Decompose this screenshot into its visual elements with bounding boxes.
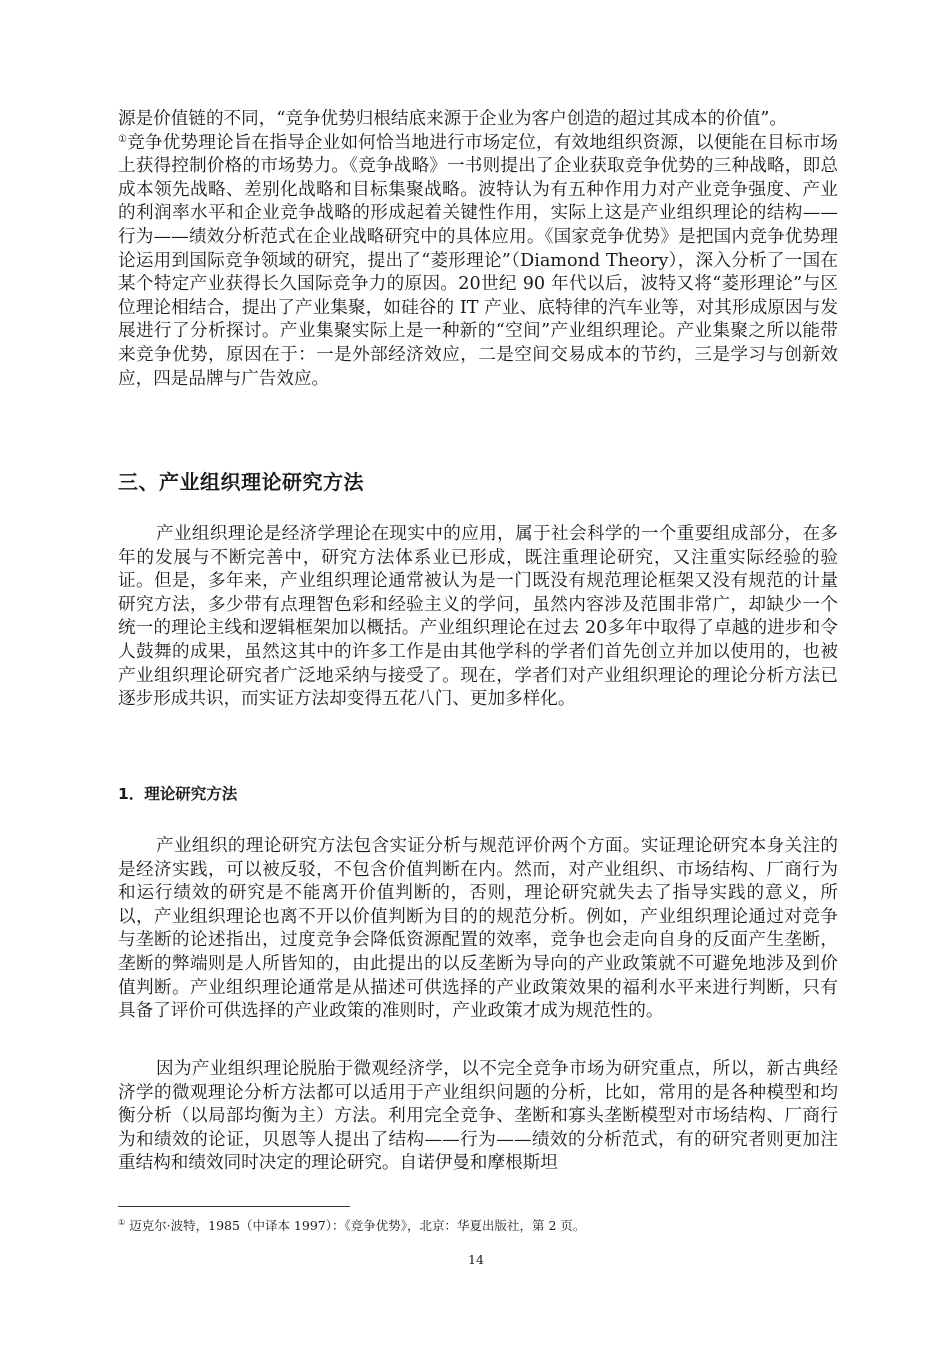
- footnote-reference[interactable]: ①: [118, 133, 128, 145]
- section-heading: 三、产业组织理论研究方法: [118, 470, 364, 494]
- footnote: [118, 1214, 838, 1235]
- footnote-mark: ①: [118, 1218, 126, 1227]
- subsection-heading: 1．理论研究方法: [118, 785, 238, 803]
- paragraph-porter-theory-lead: 源是价值链的不同，“竞争优势归根结底来源于企业为客户创造的超过其成本的价值”。: [118, 109, 787, 129]
- paragraph-microeconomic-methods: 因为产业组织理论脱胎于微观经济学，以不完全竞争市场为研究重点，所以，新古典经济学的微观理论分析方法都可以适用于产业组织问题的分析，比如，常用的是各种模型和均衡分析（以局部均衡为主）方法。利用完全竞争、垄断和寡头垄断模型对市场结构、厂商行为和绩效的论证，贝恩等人提出了结构——行为——绩效的分析范式，有的研究者则更加注重结构和绩效同时决定的理论研究。自诺伊曼和摩根斯坦: [118, 1059, 838, 1174]
- footnote-text: 迈克尔·波特，1985（中译本 1997）：《竞争优势》，北京：华夏出版社，第 2 页。: [129, 1218, 586, 1233]
- paragraph-research-methods-intro: 产业组织理论是经济学理论在现实中的应用，属于社会科学的一个重要组成部分，在多年的发展与不断完善中，研究方法体系业已形成，既注重理论研究，又注重实际经验的验证。但是，多年来，产业组织理论通常被认为是一门既没有规范理论框架又没有规范的计量研究方法，多少带有点理智色彩和经验主义的学问，虽然内容涉及范围非常广，却缺少一个统一的理论主线和逻辑框架加以概括。产业组织理论在过去 20多年中取得了卓越的进步和令人鼓舞的成果，虽然这其中的许多工作是由其他学科的学者们首先创立并加以使用的，也被产业组织理论研究者广泛地采纳与接受了。现在，学者们对产业组织理论的理论分析方法已逐步形成共识，而实证方法却变得五花八门、更加多样化。: [118, 524, 838, 710]
- page-number: 14: [468, 1252, 484, 1267]
- paragraph-porter-theory: [118, 108, 838, 391]
- paragraph-theoretical-methods: 产业组织的理论研究方法包含实证分析与规范评价两个方面。实证理论研究本身关注的是经济实践，可以被反驳，不包含价值判断在内。然而，对产业组织、市场结构、厂商行为和运行绩效的研究是不能离开价值判断的，否则，理论研究就失去了指导实践的意义，所以，产业组织理论也离不开以价值判断为目的的规范分析。例如，产业组织理论通过对竞争与垄断的论述指出，过度竞争会降低资源配置的效率，竞争也会走向自身的反面产生垄断，垄断的弊端则是人所皆知的，由此提出的以反垄断为导向的产业政策就不可避免地涉及到价值判断。产业组织理论通常是从描述可供选择的产业政策效果的福利水平来进行判断，只有具备了评价可供选择的产业政策的准则时，产业政策才成为规范性的。: [118, 836, 838, 1022]
- footnote-divider: [118, 1206, 350, 1207]
- paragraph-porter-theory-body: 竞争优势理论旨在指导企业如何恰当地进行市场定位，有效地组织资源，以便能在目标市场上获得控制价格的市场势力。《竞争战略》一书则提出了企业获取竞争优势的三种战略，即总成本领先战略、差别化战略和目标集聚战略。波特认为有五种作用力对产业竞争强度、产业的利润率水平和企业竞争战略的形成起着关键性作用，实际上这是产业组织理论的结构——行为——绩效分析范式在企业战略研究中的具体应用。《国家竞争优势》是把国内竞争优势理论运用到国际竞争领域的研究，提出了“菱形理论”（Diamond Theory），深入分析了一国在某个特定产业获得长久国际竞争力的原因。20世纪 90 年代以后，波特又将“菱形理论”与区位理论相结合，提出了产业集聚，如硅谷的 IT 产业、底特律的汽车业等，对其形成原因与发展进行了分析探讨。产业集聚实际上是一种新的“空间”产业组织理论。产业集聚之所以能带来竞争优势，原因在于：一是外部经济效应，二是空间交易成本的节约，三是学习与创新效应，四是品牌与广告效应。: [118, 132, 838, 389]
